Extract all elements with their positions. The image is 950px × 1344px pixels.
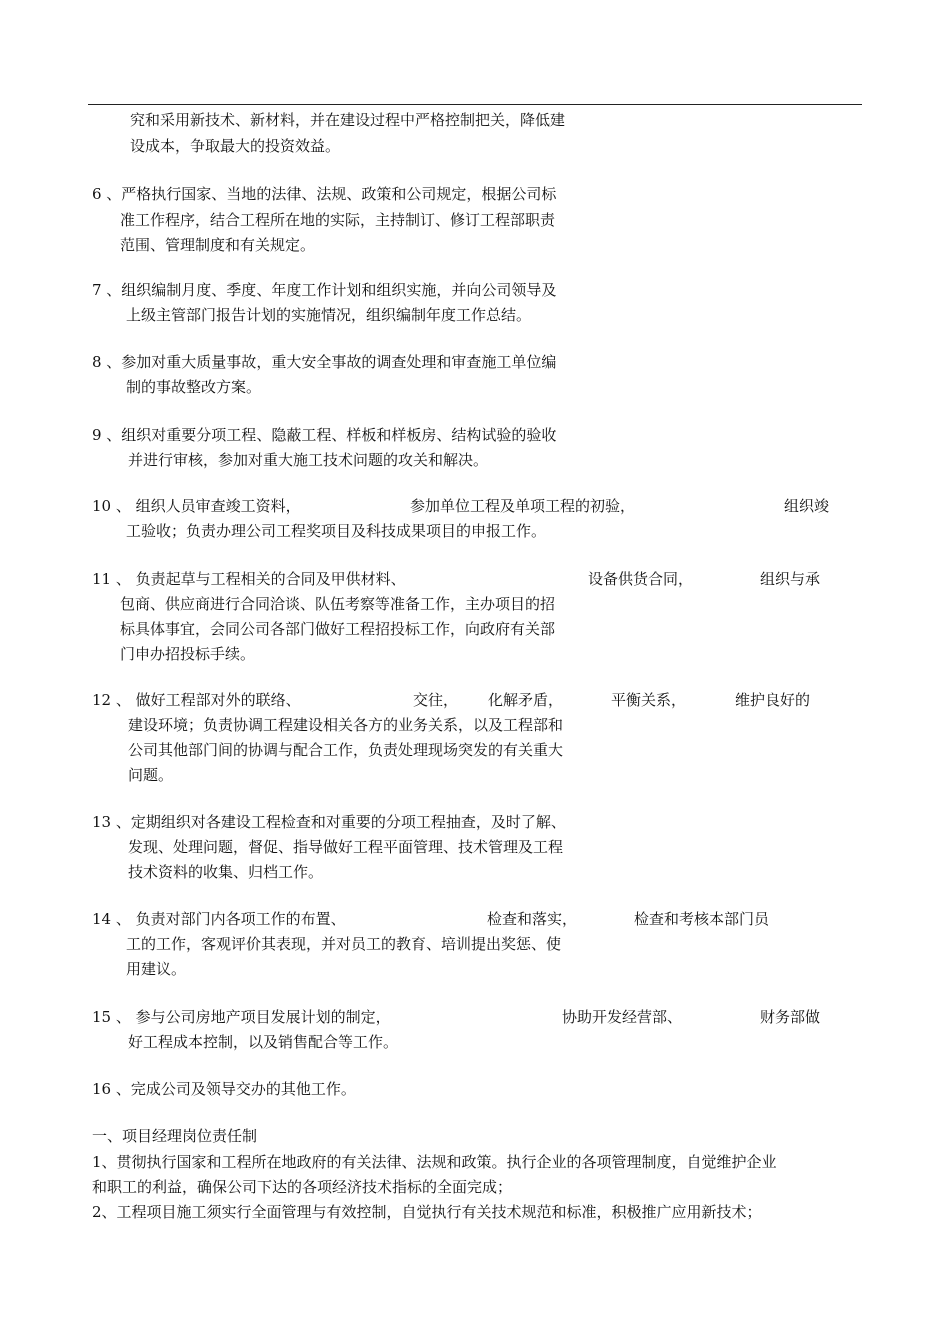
item-6-line: 准工作程序，结合工程所在地的实际，主持制订、修订工程部职责: [120, 211, 556, 229]
item-12-first-line: [0, 690, 950, 710]
item-11-line: 门申办招投标手续。: [120, 645, 256, 663]
item-11-seg: 设备供货合同，: [588, 570, 694, 588]
item-12-seg: 交往，: [413, 691, 459, 709]
item-9-line: 9 、组织对重要分项工程、隐蔽工程、样板和样板房、结构试验的验收: [92, 426, 557, 444]
item-14-first-line: [0, 909, 950, 929]
item-14-line: 用建议。: [126, 960, 187, 978]
item-13-line: 发现、处理问题，督促、指导做好工程平面管理、技术管理及工程: [128, 838, 564, 856]
item-14-seg: 检查和考核本部门员: [634, 910, 770, 928]
item-12-seg: 12 、 做好工程部对外的联络、: [92, 691, 301, 709]
item-11-line: 包商、供应商进行合同洽谈、队伍考察等准备工作，主办项目的招: [120, 595, 556, 613]
continuation-line: 设成本，争取最大的投资效益。: [130, 137, 341, 155]
item-12-line: 公司其他部门间的协调与配合工作，负责处理现场突发的有关重大: [128, 741, 564, 759]
section-line: 和职工的利益，确保公司下达的各项经济技术指标的全面完成；: [92, 1178, 513, 1196]
item-8-line: 8 、参加对重大质量事故，重大安全事故的调查处理和审查施工单位编: [92, 353, 557, 371]
section-line: 2、工程项目施工须实行全面管理与有效控制，自觉执行有关技术规范和标准，积极推广应用新技术；: [92, 1203, 762, 1221]
item-8-line: 制的事故整改方案。: [126, 378, 262, 396]
item-11-seg: 组织与承: [760, 570, 821, 588]
item-12-seg: 维护良好的: [735, 691, 811, 709]
section-heading: 一、项目经理岗位责任制: [92, 1127, 258, 1145]
section-line: 1、贯彻执行国家和工程所在地政府的有关法律、法规和政策。执行企业的各项管理制度，自觉维护企业: [92, 1153, 777, 1171]
item-6-line: 6 、严格执行国家、当地的法律、法规、政策和公司规定，根据公司标: [92, 185, 557, 203]
item-10-seg: 10 、 组织人员审查竣工资料，: [92, 497, 301, 515]
item-12-line: 问题。: [128, 766, 174, 784]
item-10-seg: 组织竣: [784, 497, 830, 515]
item-14-seg: 14 、 负责对部门内各项工作的布置、: [92, 910, 346, 928]
item-11-line: 标具体事宜，会同公司各部门做好工程招投标工作，向政府有关部: [120, 620, 556, 638]
header-rule: [88, 104, 862, 105]
item-7-line: 7 、组织编制月度、季度、年度工作计划和组织实施，并向公司领导及: [92, 281, 557, 299]
item-13-line: 技术资料的收集、归档工作。: [128, 863, 324, 881]
item-10-first-line: [0, 496, 950, 516]
item-15-seg: 协助开发经营部、: [562, 1008, 683, 1026]
item-16-line: 16 、完成公司及领导交办的其他工作。: [92, 1080, 356, 1098]
continuation-line: 究和采用新技术、新材料，并在建设过程中严格控制把关，降低建: [130, 111, 566, 129]
item-12-seg: 平衡关系，: [611, 691, 687, 709]
item-6-line: 范围、管理制度和有关规定。: [120, 236, 316, 254]
item-15-line: 好工程成本控制，以及销售配合等工作。: [128, 1033, 399, 1051]
item-15-seg: 财务部做: [760, 1008, 821, 1026]
item-11-first-line: [0, 569, 950, 589]
item-14-line: 工的工作，客观评价其表现，并对员工的教育、培训提出奖惩、使: [126, 935, 562, 953]
item-15-first-line: [0, 1007, 950, 1027]
item-15-seg: 15 、 参与公司房地产项目发展计划的制定，: [92, 1008, 391, 1026]
item-13-line: 13 、定期组织对各建设工程检查和对重要的分项工程抽查，及时了解、: [92, 813, 566, 831]
item-9-line: 并进行审核，参加对重大施工技术问题的攻关和解决。: [128, 451, 489, 469]
item-10-line: 工验收；负责办理公司工程奖项目及科技成果项目的申报工作。: [126, 522, 547, 540]
item-10-seg: 参加单位工程及单项工程的初验，: [410, 497, 636, 515]
item-11-seg: 11 、 负责起草与工程相关的合同及甲供材料、: [92, 570, 406, 588]
item-14-seg: 检查和落实，: [487, 910, 578, 928]
item-12-seg: 化解矛盾，: [488, 691, 564, 709]
item-7-line: 上级主管部门报告计划的实施情况，组织编制年度工作总结。: [126, 306, 532, 324]
item-12-line: 建设环境；负责协调工程建设相关各方的业务关系，以及工程部和: [128, 716, 564, 734]
